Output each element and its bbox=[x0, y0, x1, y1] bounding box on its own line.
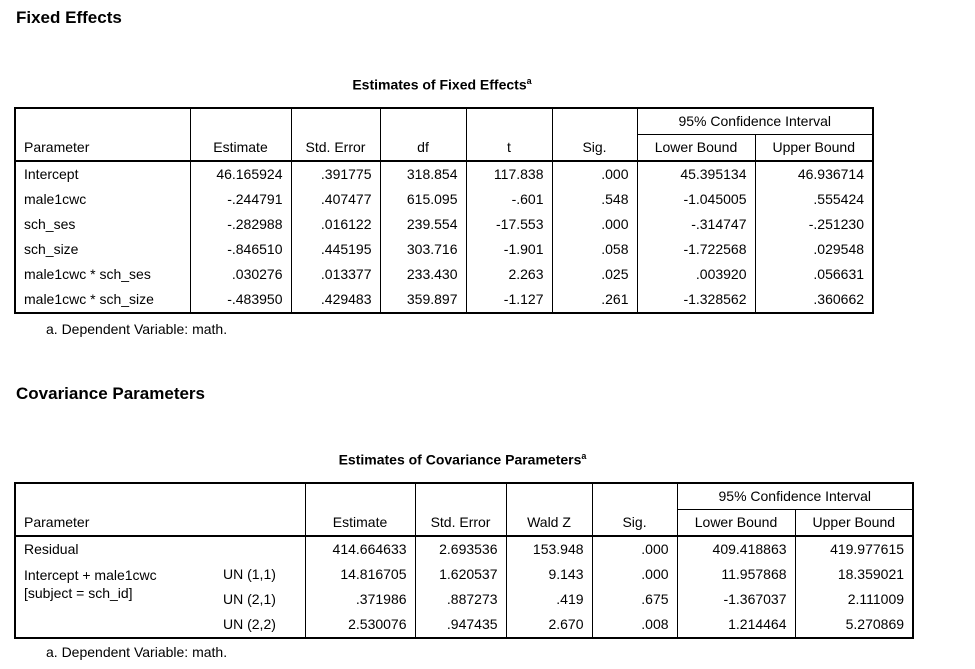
table-row bbox=[15, 262, 873, 287]
cov-col-header-lower-bound: Lower Bound bbox=[677, 510, 795, 537]
un-sub-cell: UN (2,2) bbox=[223, 616, 276, 632]
estimate-cell: -.244791 bbox=[190, 187, 291, 212]
col-header-estimate: Estimate bbox=[190, 108, 291, 161]
cov-col-header-sig: Sig. bbox=[592, 483, 677, 536]
lower-bound-cell: -1.045005 bbox=[637, 187, 755, 212]
df-cell: 359.897 bbox=[380, 287, 466, 313]
upper-bound-cell: 18.359021 bbox=[795, 562, 913, 587]
covariance-footnote: a. Dependent Variable: math. bbox=[46, 644, 228, 660]
df-cell: 615.095 bbox=[380, 187, 466, 212]
upper-bound-cell: .056631 bbox=[755, 262, 873, 287]
sig-cell: .000 bbox=[592, 562, 677, 587]
fixed-effects-footnote: a. Dependent Variable: math. bbox=[46, 321, 228, 337]
wald-z-cell: 2.670 bbox=[506, 612, 592, 638]
t-cell: -.601 bbox=[466, 187, 552, 212]
std-error-cell: .445195 bbox=[291, 237, 380, 262]
param-cell: male1cwc * sch_size bbox=[24, 291, 154, 307]
upper-bound-cell: .555424 bbox=[755, 187, 873, 212]
upper-bound-cell: 2.111009 bbox=[795, 587, 913, 612]
un-sub-cell: UN (2,1) bbox=[223, 591, 276, 607]
upper-bound-cell: .360662 bbox=[755, 287, 873, 313]
lower-bound-cell: .003920 bbox=[637, 262, 755, 287]
estimate-cell: -.846510 bbox=[190, 237, 291, 262]
covariance-caption-text: Estimates of Covariance Parameters bbox=[338, 451, 582, 468]
col-header-df: df bbox=[380, 108, 466, 161]
sig-cell: .000 bbox=[552, 212, 637, 237]
param-cell: Residual bbox=[24, 541, 79, 557]
fixed-header-row-top bbox=[15, 108, 873, 135]
table-row bbox=[15, 187, 873, 212]
upper-bound-cell: 5.270869 bbox=[795, 612, 913, 638]
un-sub-cell: UN (1,1) bbox=[223, 566, 276, 582]
estimate-cell: 2.530076 bbox=[305, 612, 415, 638]
fixed-effects-title: Fixed Effects bbox=[16, 8, 122, 27]
param-cell: male1cwc * sch_ses bbox=[24, 266, 151, 282]
sig-cell: .000 bbox=[552, 161, 637, 187]
covariance-caption-footnote-marker: a bbox=[581, 451, 587, 461]
sig-cell: .675 bbox=[592, 587, 677, 612]
table-row bbox=[15, 237, 873, 262]
covariance-caption bbox=[14, 451, 911, 468]
wald-z-cell: 153.948 bbox=[506, 536, 592, 562]
table-row bbox=[15, 536, 913, 562]
sig-cell: .058 bbox=[552, 237, 637, 262]
lower-bound-cell: 1.214464 bbox=[677, 612, 795, 638]
estimate-cell: 414.664633 bbox=[305, 536, 415, 562]
df-cell: 233.430 bbox=[380, 262, 466, 287]
lower-bound-cell: 45.395134 bbox=[637, 161, 755, 187]
std-error-cell: .887273 bbox=[415, 587, 506, 612]
std-error-cell: 2.693536 bbox=[415, 536, 506, 562]
lower-bound-cell: 11.957868 bbox=[677, 562, 795, 587]
table-row bbox=[15, 562, 913, 587]
estimate-cell: -.483950 bbox=[190, 287, 291, 313]
lower-bound-cell: -1.328562 bbox=[637, 287, 755, 313]
std-error-cell: .429483 bbox=[291, 287, 380, 313]
table-row bbox=[15, 161, 873, 187]
cov-col-header-upper-bound: Upper Bound bbox=[795, 510, 913, 537]
upper-bound-cell: .029548 bbox=[755, 237, 873, 262]
df-cell: 239.554 bbox=[380, 212, 466, 237]
param-cell: Intercept bbox=[24, 166, 79, 182]
estimate-cell: 46.165924 bbox=[190, 161, 291, 187]
fixed-effects-caption-text: Estimates of Fixed Effects bbox=[352, 76, 527, 93]
param-cell: male1cwc bbox=[24, 191, 87, 207]
std-error-cell: .407477 bbox=[291, 187, 380, 212]
param-cell: sch_ses bbox=[24, 216, 76, 232]
col-header-t: t bbox=[466, 108, 552, 161]
cov-col-header-std-error: Std. Error bbox=[415, 483, 506, 536]
covariance-parameters-table bbox=[14, 482, 914, 639]
std-error-cell: .947435 bbox=[415, 612, 506, 638]
sig-cell: .548 bbox=[552, 187, 637, 212]
upper-bound-cell: 46.936714 bbox=[755, 161, 873, 187]
lower-bound-cell: 409.418863 bbox=[677, 536, 795, 562]
t-cell: 2.263 bbox=[466, 262, 552, 287]
col-header-lower-bound: Lower Bound bbox=[637, 135, 755, 162]
std-error-cell: .016122 bbox=[291, 212, 380, 237]
upper-bound-cell: -.251230 bbox=[755, 212, 873, 237]
cov-col-header-parameter: Parameter bbox=[15, 483, 305, 536]
sig-cell: .025 bbox=[552, 262, 637, 287]
col-header-confidence-interval: 95% Confidence Interval bbox=[637, 108, 873, 135]
sig-cell: .000 bbox=[592, 536, 677, 562]
sig-cell: .261 bbox=[552, 287, 637, 313]
sig-cell: .008 bbox=[592, 612, 677, 638]
t-cell: -1.901 bbox=[466, 237, 552, 262]
upper-bound-cell: 419.977615 bbox=[795, 536, 913, 562]
estimate-cell: -.282988 bbox=[190, 212, 291, 237]
wald-z-cell: .419 bbox=[506, 587, 592, 612]
table-row bbox=[15, 287, 873, 313]
fixed-effects-table bbox=[14, 107, 874, 314]
lower-bound-cell: -1.367037 bbox=[677, 587, 795, 612]
fixed-effects-caption bbox=[14, 76, 870, 93]
std-error-cell: .013377 bbox=[291, 262, 380, 287]
col-header-std-error: Std. Error bbox=[291, 108, 380, 161]
cov-col-header-wald-z: Wald Z bbox=[506, 483, 592, 536]
wald-z-cell: 9.143 bbox=[506, 562, 592, 587]
df-cell: 318.854 bbox=[380, 161, 466, 187]
col-header-upper-bound: Upper Bound bbox=[755, 135, 873, 162]
std-error-cell: .391775 bbox=[291, 161, 380, 187]
cov-header-row-top bbox=[15, 483, 913, 510]
param-cell: sch_size bbox=[24, 241, 79, 257]
covariance-parameters-title: Covariance Parameters bbox=[16, 384, 206, 403]
fixed-effects-caption-footnote-marker: a bbox=[526, 76, 532, 86]
t-cell: 117.838 bbox=[466, 161, 552, 187]
t-cell: -17.553 bbox=[466, 212, 552, 237]
estimate-cell: .030276 bbox=[190, 262, 291, 287]
df-cell: 303.716 bbox=[380, 237, 466, 262]
param-group-label-line1: Intercept + male1cwc bbox=[24, 567, 157, 583]
std-error-cell: 1.620537 bbox=[415, 562, 506, 587]
table-row bbox=[15, 212, 873, 237]
col-header-sig: Sig. bbox=[552, 108, 637, 161]
lower-bound-cell: -1.722568 bbox=[637, 237, 755, 262]
param-group-cell bbox=[15, 562, 211, 638]
cov-col-header-confidence-interval: 95% Confidence Interval bbox=[677, 483, 913, 510]
lower-bound-cell: -.314747 bbox=[637, 212, 755, 237]
estimate-cell: .371986 bbox=[305, 587, 415, 612]
cov-col-header-estimate: Estimate bbox=[305, 483, 415, 536]
col-header-parameter: Parameter bbox=[15, 108, 190, 161]
estimate-cell: 14.816705 bbox=[305, 562, 415, 587]
param-group-label-line2: [subject = sch_id] bbox=[24, 585, 133, 601]
t-cell: -1.127 bbox=[466, 287, 552, 313]
